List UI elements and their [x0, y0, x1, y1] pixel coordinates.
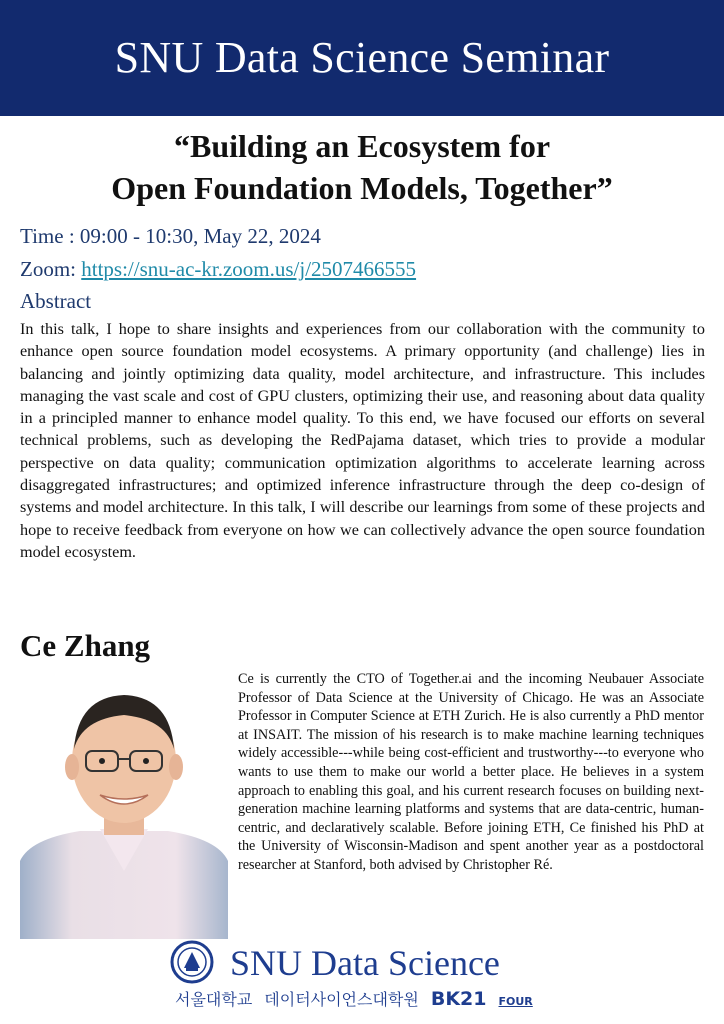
talk-title-line-1: “Building an Ecosystem for [173, 128, 551, 164]
snu-emblem-graphic [170, 940, 214, 984]
footer-university: 서울대학교 [175, 990, 253, 1009]
talk-title-line-2: Open Foundation Models, Together” [111, 170, 613, 206]
speaker-portrait-illustration [20, 671, 228, 939]
zoom-label: Zoom: [20, 257, 82, 281]
seminar-header-banner [0, 0, 724, 116]
zoom-link[interactable]: https://snu-ac-kr.zoom.us/j/2507466555 [81, 257, 417, 281]
abstract-text: In this talk, I hope to share insights and experiences from our collaboration with the community to enhance open source foundation model ecosystems. A primary opportunity (and challenge) lies in balancing and jointly optimizing data quality, model architecture, and infrastructure. This includes managing the vast scale and cost of GPU clusters, optimizing their use, and reasoning about data quality in a principled manner to enhance model quality. To this end, we have focused our efforts on several technical problems, such as developing the RedPajama dataset, which tries to provide a modular perspective on data quality; communication optimization algorithms to accelerate learning across disaggregated infrastructures; and optimized inference infrastructure through the deep co-design of systems and model architecture. In this talk, I will describe our learnings from some of these projects and hope to receive feedback from everyone on how we can collectively advance the open source foundation model ecosystem. [20, 320, 705, 561]
footer-bk21: BK21 [430, 988, 487, 1010]
seminar-title: SNU Data Science Seminar [114, 33, 610, 82]
footer-graduate-school: 데이터사이언스대학원 [264, 990, 419, 1009]
abstract-heading: Abstract [20, 289, 92, 313]
time-label: Time : [20, 224, 80, 248]
snu-emblem-icon [170, 940, 214, 984]
speaker-name: Ce Zhang [20, 628, 151, 663]
speaker-bio: Ce is currently the CTO of Together.ai and the incoming Neubauer Associate Professor of Data Science at the University of Chicago. He was an Associate Professor in Computer Science at ETH Zurich. He is also currently a PhD mentor at INSAIT. The mission of his research is to make machine learning techniques widely accessible---while being cost-efficient and trustworthy---to everyone who wants to use them to make our world a better place. He believes in a system approach to enabling this goal, and his current research focuses on building next-generation machine learning platforms and systems that are data-centric, human-centric, and declaratively scalable. Before joining ETH, Ce finished his PhD at the University of Wisconsin-Madison and spent another year as a postdoctoral researcher at Stanford, both advised by Christopher Ré. [238, 671, 704, 873]
speaker-photo [20, 671, 228, 939]
footer-four: FOUR [498, 995, 533, 1008]
talk-time [20, 223, 321, 249]
footer-brand: SNU Data Science [230, 943, 500, 983]
talk-title [0, 125, 724, 209]
footer-affiliations [175, 986, 545, 1015]
time-value: 09:00 - 10:30, May 22, 2024 [79, 224, 321, 248]
talk-zoom [20, 256, 416, 282]
